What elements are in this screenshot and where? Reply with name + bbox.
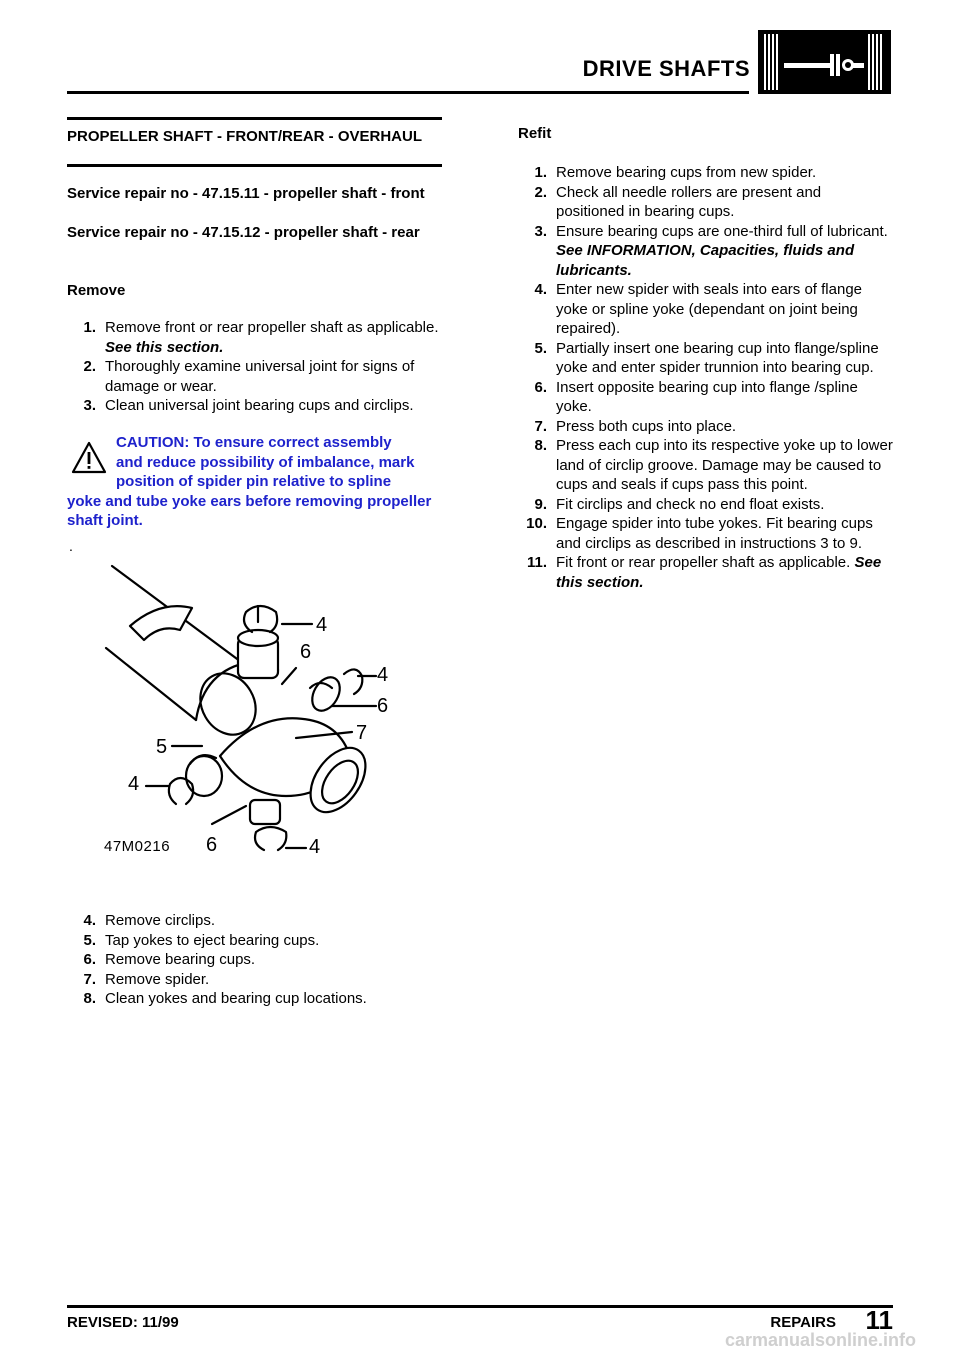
step-item: 11. Fit front or rear propeller shaft as applicable. See this section. — [526, 554, 882, 591]
step-item: 2. Thoroughly examine universal joint for signs of damage or wear. — [83, 358, 415, 395]
step-item: 6. Insert opposite bearing cup into flange /spline yoke. — [534, 378, 858, 415]
drive-shaft-logo — [758, 30, 891, 94]
step-item: 4. Enter new spider with seals into ears of flange yoke or spline yoke (dependant on joint being repaired). — [534, 281, 862, 337]
stray-dot: . — [69, 538, 73, 554]
footer-rule — [67, 1305, 893, 1308]
service-no-rear: Service repair no - 47.15.12 - propeller shaft - rear — [67, 224, 420, 241]
cross-reference-link[interactable]: See this section. — [556, 554, 882, 591]
step-item: 3. Ensure bearing cups are one-third full of lubricant. See INFORMATION, Capacities, fluids and lubricants. — [534, 222, 888, 279]
figure-code: 47M0216 — [104, 838, 171, 855]
step-item: 2. Check all needle rollers are present and positioned in bearing cups. — [534, 183, 822, 220]
page-number: 11 — [865, 1305, 893, 1335]
service-no-front: Service repair no - 47.15.11 - propeller shaft - front — [67, 185, 425, 202]
remove-heading: Remove — [67, 282, 126, 299]
step-item: 4. Remove circlips. — [83, 912, 216, 929]
cross-reference-link[interactable]: See INFORMATION, Capacities, fluids and lubricants. — [556, 242, 855, 279]
step-item: 5. Partially insert one bearing cup into flange/spline yoke and enter spider trunnion into bearing cup. — [534, 339, 879, 376]
step-item: 1. Remove front or rear propeller shaft as applicable. See this section. — [83, 319, 439, 356]
step-item: 3. Clean universal joint bearing cups and circlips. — [83, 397, 414, 414]
callout-label: 6 — [206, 834, 218, 856]
step-item: 7. Press both cups into place. — [534, 417, 737, 435]
step-item: 6. Remove bearing cups. — [83, 951, 256, 968]
step-item: 10. Engage spider into tube yokes. Fit bearing cups and circlips as described in instructions 3 to 9. — [526, 515, 873, 552]
section-title: DRIVE SHAFTS — [582, 56, 750, 81]
footer-section: REPAIRS — [770, 1314, 836, 1331]
callout-label: 4 — [377, 664, 389, 686]
cross-reference-link[interactable]: See this section. — [105, 338, 224, 356]
header-rule — [67, 91, 749, 94]
callout-label: 4 — [316, 614, 328, 636]
revision-date: REVISED: 11/99 — [67, 1314, 179, 1331]
refit-heading: Refit — [518, 125, 552, 142]
remove-steps-a — [67, 318, 442, 416]
callout-label: 7 — [356, 722, 368, 744]
procedure-title: PROPELLER SHAFT - FRONT/REAR - OVERHAUL — [67, 128, 422, 145]
step-item: 7. Remove spider. — [83, 970, 210, 988]
step-item: 9. Fit circlips and check no end float exists. — [534, 495, 825, 513]
step-item: 5. Tap yokes to eject bearing cups. — [83, 931, 320, 949]
title-rule-bottom — [67, 164, 442, 167]
universal-joint-illustration — [100, 560, 420, 860]
callout-label: 6 — [300, 641, 312, 663]
step-item: 8. Press each cup into its respective yoke up to lower land of circlip groove. Damage may be caused to cups and seals if cups pass this point. — [534, 437, 893, 493]
callout-label: 4 — [128, 773, 140, 795]
remove-steps-b — [67, 911, 442, 1009]
callout-label: 5 — [156, 736, 168, 758]
caution-note: CAUTION: To ensure correct assembly and reduce possibility of imbalance, mark position of spider pin relative to spline yoke and tube yoke ears before removing propeller shaft joint. — [67, 434, 432, 529]
step-item: 1. Remove bearing cups from new spider. — [534, 164, 817, 181]
callout-label: 4 — [309, 836, 321, 858]
callout-label: 6 — [377, 695, 389, 717]
title-rule-top — [67, 117, 442, 120]
watermark: carmanualsonline.info — [724, 1330, 916, 1350]
step-item: 8. Clean yokes and bearing cup locations. — [83, 990, 367, 1007]
refit-steps — [518, 163, 893, 592]
